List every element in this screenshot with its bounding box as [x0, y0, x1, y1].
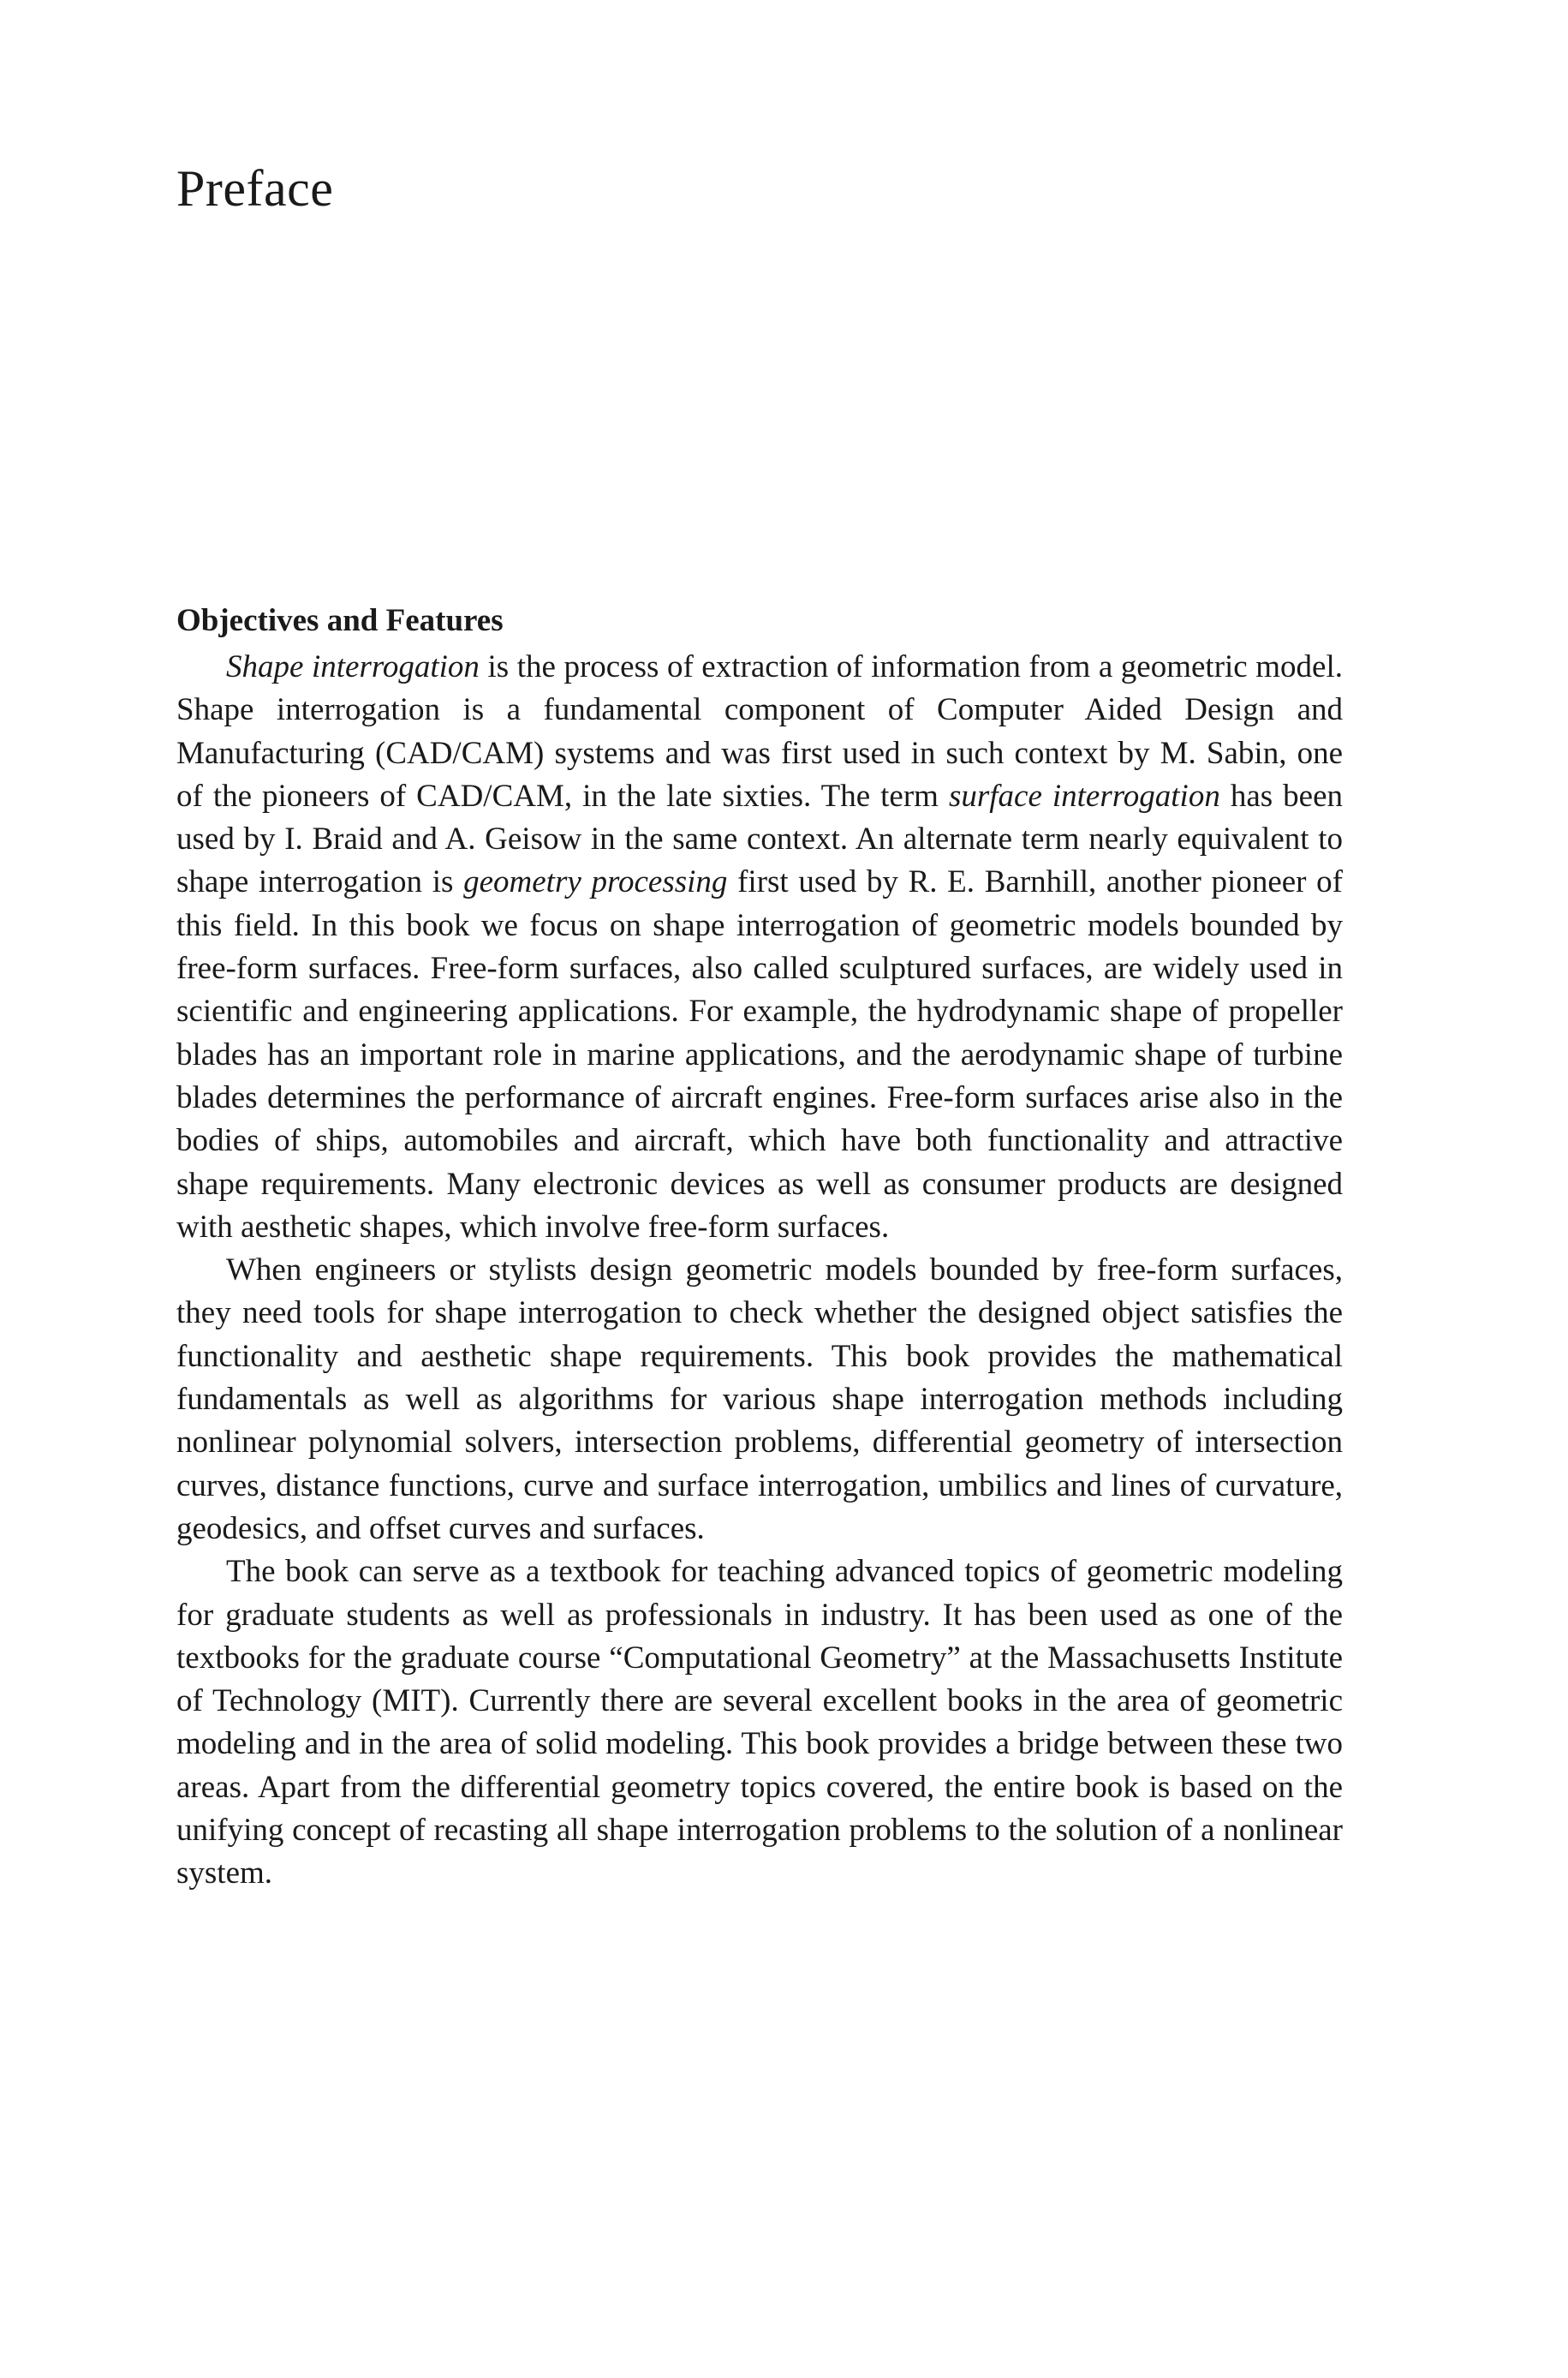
chapter-title: Preface [176, 160, 334, 217]
paragraph-1-text-c: first used by R. E. Barnhill, another pioneer of this field. In this book we focus on shape interrogation of geometric models bounded by free-form surfaces. Free-form surfaces, also called sculptured surfaces, are widely used in scientific and engineering applications. For example, the hydrodynamic shape of propeller blades has an important role in marine applications, and the aerodynamic shape of turbine blades determines the performance of aircraft engines. Free-form surfaces arise also in the bodies of ships, automobiles and aircraft, which have both functionality and attractive shape requirements. Many electronic devices as well as consumer products are designed with aesthetic shapes, which involve free-form surfaces. [176, 864, 1343, 1245]
paragraph-1-text-a: is the process of extraction of information from a geometric model. Shape interrogation is a fundamental component of Computer Aided Design and Manufacturing (CAD/CAM) systems and was first used in such context by M. Sabin, one of the pioneers of CAD/CAM, in the late sixties. The term [176, 649, 1343, 814]
term-geometry-processing: geometry processing [463, 864, 728, 900]
section-heading: Objectives and Features [176, 603, 504, 638]
objectives-section [176, 600, 1343, 1896]
term-surface-interrogation: surface interrogation [948, 778, 1220, 814]
paragraph-1-text-b: has been used by I. Braid and A. Geisow in the same context. An alternate term nearly equivalent to shape interrogation is [176, 778, 1344, 900]
term-shape-interrogation: Shape interrogation [226, 649, 480, 684]
paragraph-1 [176, 646, 1343, 1249]
paragraph-3: The book can serve as a textbook for teaching advanced topics of geometric modeling for graduate students as well as professionals in industry. It has been used as one of the textbooks for the graduate course “Computational Geometry” at the Massachusetts Institute of Technology (MIT). Currently there are several excellent books in the area of geometric modeling and in the area of solid modeling. This book provides a bridge between these two areas. Apart from the differential geometry topics covered, the entire book is based on the unifying concept of recasting all shape interrogation problems to the solution of a nonlinear system. [176, 1554, 1343, 1891]
paragraph-2: When engineers or stylists design geometric models bounded by free-form surfaces, they need tools for shape interrogation to check whether the designed object satisfies the functionality and aesthetic shape requirements. This book provides the mathematical fundamentals as well as algorithms for various shape interrogation methods including nonlinear polynomial solvers, intersection problems, differential geometry of intersection curves, distance functions, curve and surface interrogation, umbilics and lines of curvature, geodesics, and offset curves and surfaces. [176, 1252, 1343, 1546]
